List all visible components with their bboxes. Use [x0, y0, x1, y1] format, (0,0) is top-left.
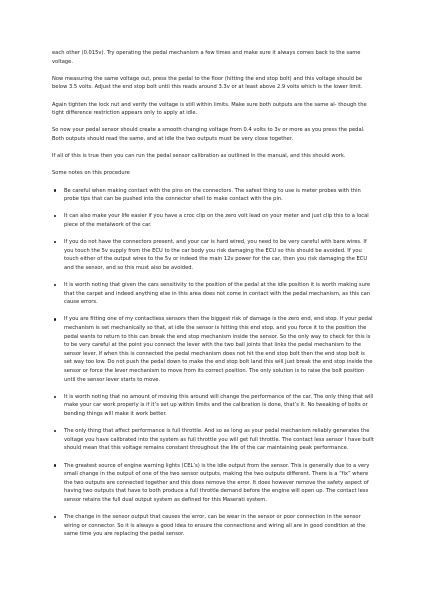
note-text: Be careful when making contact with the pins on the connectors. The safest thing to use is meter probes with thin probe tips that can be pushed into the connector shell to make contact with the pin.	[64, 187, 361, 203]
list-item	[52, 281, 374, 307]
notes-heading: Some notes on this procedure	[52, 170, 130, 177]
bullet-icon	[54, 215, 56, 217]
paragraph-smooth-voltage: So now your pedal sensor should create a smooth changing voltage from 0.4 volts to 3v or more as you press the pedal. Both outputs should read the same, and at idle the two outputs must be very close together.	[52, 127, 365, 142]
paragraph-end-stop-voltage: Now measuring the same voltage out, press the pedal to the floor (hitting the end stop bolt) and this voltage should be below 3.5 volts. Adjust the end stop bolt until this reads around 3.3v or at least above 2.9 volts which is the lower limit.	[52, 75, 363, 91]
notes-list	[52, 187, 374, 539]
list-item	[52, 238, 374, 272]
list-item	[52, 427, 374, 453]
bullet-icon	[54, 318, 56, 320]
list-item	[52, 462, 374, 505]
list-item	[52, 513, 374, 539]
paragraph-lock-nut: Again tighten the lock nut and verify the voltage is still within limits. Make sure both outputs are the same al- though the tight difference restriction appears only to apply at idle.	[52, 101, 367, 117]
list-item	[52, 315, 374, 384]
paragraph-calibration: If all of this is true then you can run the pedal sensor calibration as outlined in the manual, and this should work.	[52, 153, 346, 160]
note-text: If you are fitting one of my contactless sensors then the biggest risk of damage is the zero end, end stop. If your pedal mechanism is set mechanically so that, at idle the sensor is hitting this end stop, and you force it to the position the pedal wants to return to this can break the end stop mechanism inside the sensor. So the only way to check for this is to be very careful at the point you connect the lever with the two ball joints that links the pedal mechanism to the sensor lever. If when this is connected the pedal mechanism does not hit the end stop bolt then the end stop bolt is set way too low. Do not push the pedal down to make the end stop bolt land this will just break the end stop inside the sensor or force the lever mechanism to move from its correct position. The only solution is to raise the bolt position until the sensor lever starts to move.	[64, 316, 373, 383]
bullet-icon	[54, 464, 56, 466]
note-text: It is worth noting that no amount of moving this around will change the performance of the car. The only thing that will make your car work properly is if it’s set up within limits and the calibration is done, that’s it. No tweaking of bolts or bending things will make it work better.	[64, 393, 374, 417]
note-text: The change in the sensor output that causes the error, can be wear in the sensor or poor connection in the sensor wiring or connector. So it is always a good idea to ensure the connections and wiring all are in good condition at the same time you are replacing the pedal sensor.	[64, 514, 366, 538]
note-text: It can also make your life easier if you have a croc clip on the zero volt lead on your meter and just clip this to a local piece of the metalwork of the car.	[64, 213, 369, 228]
note-text: It is worth noting that given the cars sensitivity to the position of the pedal at the idle position it is worth making sure that the carpet and indeed anything else in this area does not come in contact with the pedal mechanism, as this can cause errors.	[64, 282, 371, 306]
list-item	[52, 187, 374, 204]
note-text: The greatest source of engine warning lights (CEL’s) is the idle output from the sensor. This is generally due to a very small change in the output of one of the two sensor outputs, making the two outputs different. There is a “fix” where the two outputs are connected together and this does remove the error. It does however remove the safety aspect of having two outputs that have to both produce a full throttle demand before the engine will open up. The contact less sensor retains the full dual output system as defined for this Maserati system.	[64, 462, 370, 503]
bullet-icon	[54, 430, 56, 432]
paragraph-voltage-repeat: each other (0.015v). Try operating the pedal mechanism a few times and make sure it always comes back to the same voltage.	[52, 50, 361, 65]
bullet-icon	[54, 396, 56, 398]
bullet-icon	[54, 516, 56, 518]
bullet-icon	[54, 189, 56, 191]
note-text: The only thing that affect performance is full throttle. And so as long as your pedal mechanism reliably generates the voltage you have calibrated into the system as full throttle you will get full throttle. The contact less sensor I have built should mean that this voltage remains constant throughout the life of the car maintaining peak performance.	[64, 428, 374, 452]
list-item	[52, 212, 374, 229]
list-item	[52, 393, 374, 419]
bullet-icon	[54, 241, 56, 243]
note-text: If you do not have the connectors present, and your car is hard wired, you need to be very careful with bare wires. If you touch the 5v supply from the ECU to the car body you risk damaging the ECU so this should be avoided. If you touch either of the output wires to the 5v or indeed the main 12v power for the car, then you risk damaging the ECU and the sensor, and so this must also be avoided.	[64, 239, 368, 271]
bullet-icon	[54, 284, 56, 286]
